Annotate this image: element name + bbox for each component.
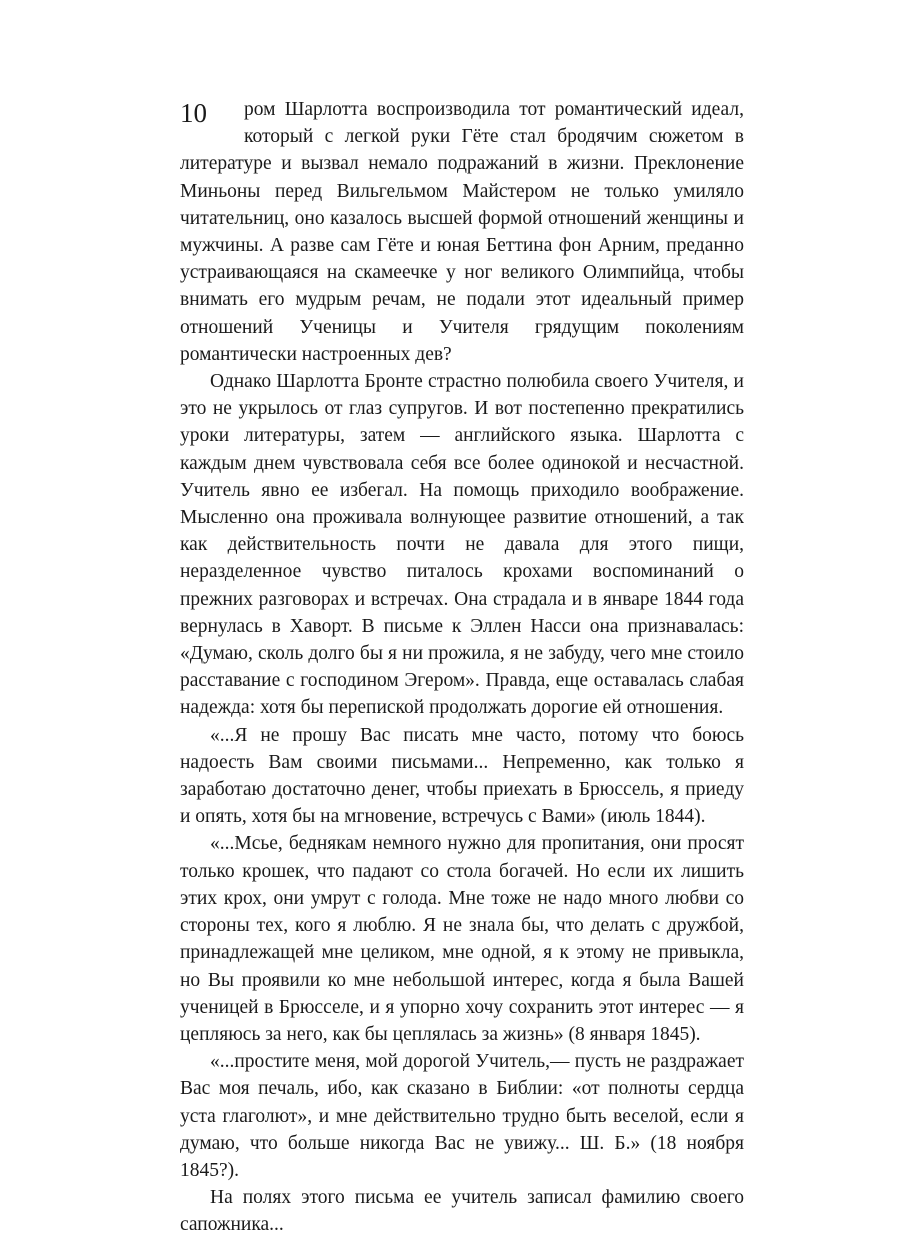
page-number-spacer xyxy=(180,96,244,144)
closing-paragraph: На полях этого письма ее учитель записал фамилию своего сапожника... xyxy=(180,1187,744,1236)
book-page-text xyxy=(180,96,744,1239)
paragraph-2: Однако Шарлотта Бронте страстно полюбила своего Учителя, и это не укрылось от глаз супругов. И вот постепенно прекратились уроки литературы, затем — английского языка. Шарлотта с каждым днем чувствовала себя все более одинокой и несчастной. Учитель явно ее избегал. На помощь приходило воображение. Мысленно она проживала волнующее развитие отношений, а так как действительность почти не давала для этого пищи, неразделенное чувство питалось крохами воспоминаний о прежних разговорах и встречах. Она страдала и в январе 1844 года вернулась в Хаворт. В письме к Эллен Насси она признавалась: «Думаю, сколь долго бы я ни прожила, я не забуду, чего мне стоило расставание с господином Эгером». Правда, еще оставалась слабая надежда: хотя бы перепиской продолжать дорогие ей отношения. xyxy=(180,371,744,719)
page-number: 10 xyxy=(180,98,207,128)
paragraph-1-text: ром Шарлотта воспроизводила тот романтический идеал, который с легкой руки Гёте стал бродячим сюжетом в литературе и вызвал немало подражаний в жизни. Преклонение Миньоны перед Вильгельмом Майстером не только умиляло читательниц, оно казалось высшей формой отношений женщины и мужчины. А разве сам Гёте и юная Беттина фон Арним, преданно устраивающаяся на скамеечке у ног великого Олимпийца, чтобы внимать его мудрым речам, не подали этот идеальный пример отношений Ученицы и Учителя грядущим поколениям романтически настроенных дев? xyxy=(180,99,744,365)
paragraph-1 xyxy=(180,96,744,368)
quote-paragraph-2: «...Мсье, беднякам немного нужно для пропитания, они просят только крошек, что падают со стола богачей. Но если их лишить этих крох, они умрут с голода. Мне тоже не надо много любви со стороны тех, кого я люблю. Я не знала бы, что делать с дружбой, принадлежащей мне целиком, мне одной, я к этому не привыкла, но Вы проявили ко мне небольшой интерес, когда я была Вашей ученицей в Брюсселе, и я упорно хочу сохранить этот интерес — я цепляюсь за него, как бы цеплялась за жизнь» (8 января 1845). xyxy=(180,833,744,1045)
quote-paragraph-3: «...простите меня, мой дорогой Учитель,— пусть не раздражает Вас моя печаль, ибо, как сказано в Библии: «от полноты сердца уста глаголют», и мне действительно трудно быть веселой, если я думаю, что больше никогда Вас не увижу... Ш. Б.» (18 ноября 1845?). xyxy=(180,1051,744,1181)
quote-paragraph-1: «...Я не прошу Вас писать мне часто, потому что боюсь надоесть Вам своими письмами... Непременно, как только я заработаю достаточно денег, чтобы приехать в Брюссель, я приеду и опять, хотя бы на мгновение, встречусь с Вами» (июль 1844). xyxy=(180,724,744,828)
